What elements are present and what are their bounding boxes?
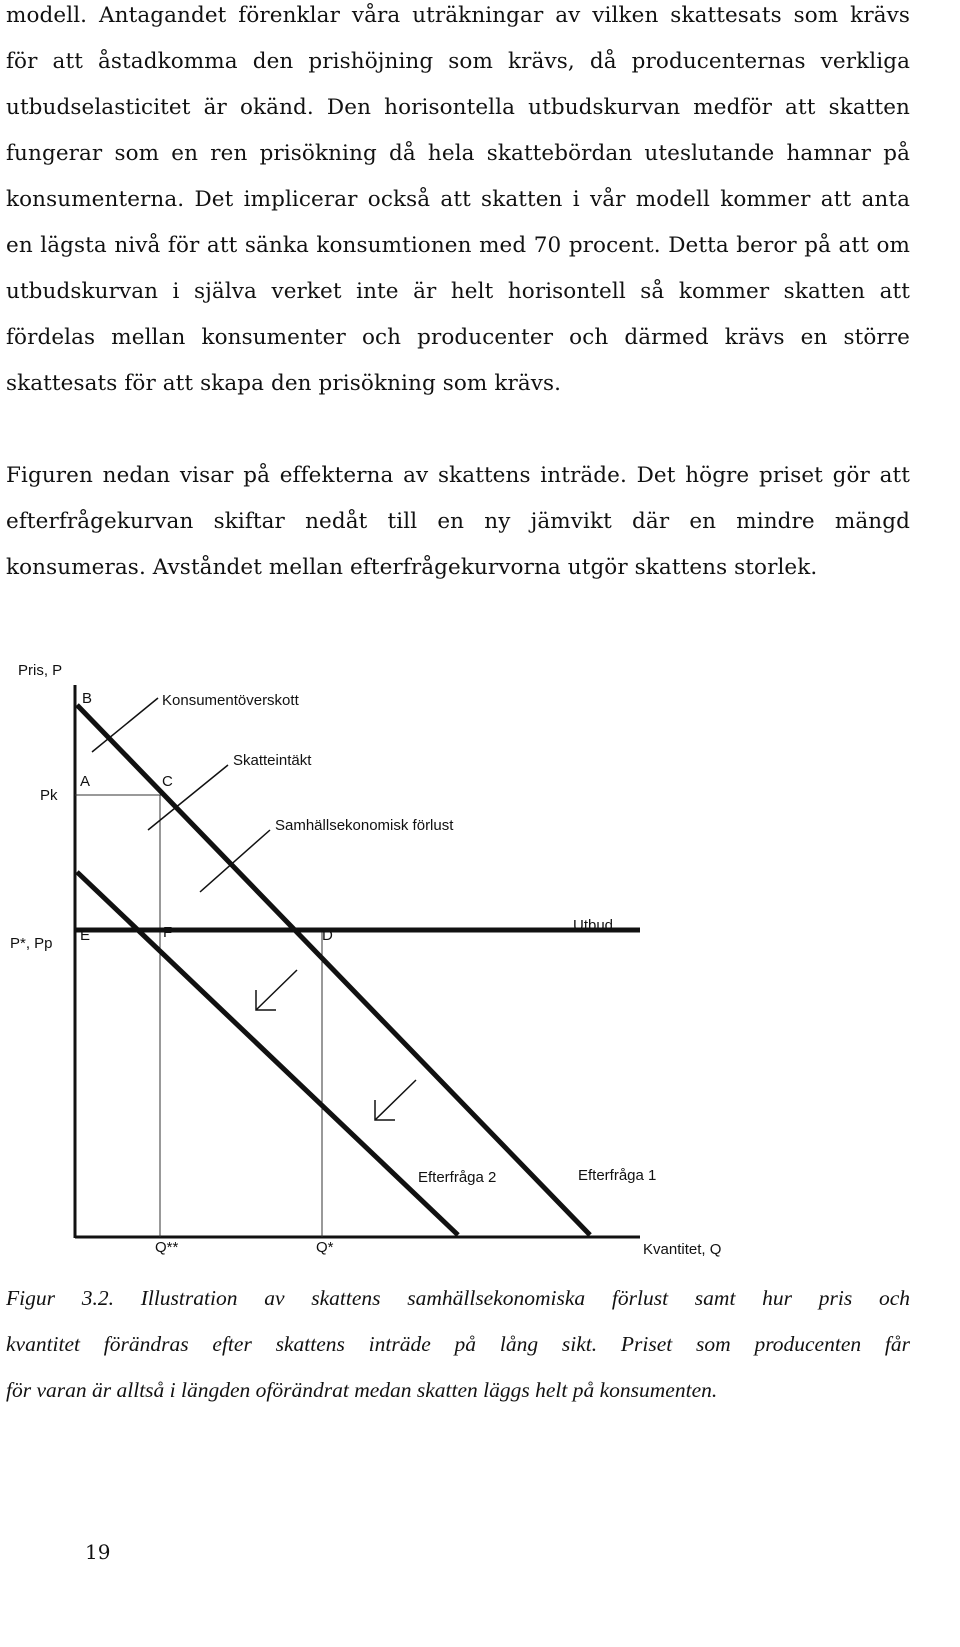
point-f-label: F xyxy=(163,924,173,941)
shift-arrow-icon xyxy=(256,970,297,1010)
q-double-star-label: Q** xyxy=(155,1239,179,1256)
text-line: en lägsta nivå för att sänka konsumtionen med 70 procent. Detta beror på att om xyxy=(6,233,910,258)
text-line: konsumeras. Avståndet mellan efterfrågekurvorna utgör skattens storlek. xyxy=(6,555,818,580)
text-line: modell. Antagandet förenklar våra uträkningar av vilken skattesats som krävs xyxy=(6,3,910,28)
x-axis-label: Kvantitet, Q xyxy=(643,1241,722,1258)
text-line: fungerar som en ren prisökning då hela skattebördan uteslutande hamnar på xyxy=(6,141,910,166)
tax-revenue-label: Skatteintäkt xyxy=(233,752,312,769)
demand1-label: Efterfråga 1 xyxy=(578,1167,657,1184)
supply-label: Utbud xyxy=(573,917,614,934)
demand-curve-2 xyxy=(77,872,458,1235)
text-line: fördelas mellan konsumenter och producenter och därmed krävs en större xyxy=(6,325,910,350)
point-b-label: B xyxy=(82,690,93,707)
point-c-label: C xyxy=(162,773,173,790)
point-e-label: E xyxy=(80,927,91,944)
shift-arrow-icon xyxy=(375,1080,416,1120)
text-line: utbudselasticitet är okänd. Den horisontella utbudskurvan medför att skatten xyxy=(6,95,910,120)
text-line: efterfrågekurvan skiftar nedåt till en ny jämvikt där en mindre mängd xyxy=(6,509,910,534)
pk-label: Pk xyxy=(40,787,58,804)
body-paragraph-1 xyxy=(6,0,910,407)
point-d-label: D xyxy=(322,927,333,944)
caption-line: Figur 3.2. Illustration av skattens samhällsekonomiska förlust samt hur pris och xyxy=(6,1286,910,1310)
consumer-surplus-pointer xyxy=(92,698,158,752)
caption-line: kvantitet förändras efter skattens inträde på lång sikt. Priset som producenten får xyxy=(6,1332,910,1356)
text-line: utbudskurvan i själva verket inte är helt horisontell så kommer skatten att xyxy=(6,279,910,304)
tax-effect-figure xyxy=(0,640,960,1260)
y-axis-label: Pris, P xyxy=(18,662,63,679)
deadweight-loss-label: Samhällsekonomisk förlust xyxy=(275,817,454,834)
consumer-surplus-label: Konsumentöverskott xyxy=(162,692,299,709)
page-number: 19 xyxy=(85,1540,111,1564)
figure-caption xyxy=(6,1275,910,1413)
caption-line: för varan är alltså i längden oförändrat medan skatten läggs helt på konsumenten. xyxy=(6,1378,718,1402)
demand2-label: Efterfråga 2 xyxy=(418,1169,497,1186)
text-line: konsumenterna. Det implicerar också att skatten i vår modell kommer att anta xyxy=(6,187,910,212)
text-line: skattesats för att skapa den prisökning som krävs. xyxy=(6,371,562,396)
pp-label: P*, Pp xyxy=(10,935,53,952)
deadweight-loss-pointer xyxy=(200,830,270,892)
q-star-label: Q* xyxy=(316,1239,334,1256)
text-line: Figuren nedan visar på effekterna av skattens inträde. Det högre priset gör att xyxy=(6,463,910,488)
body-paragraph-2 xyxy=(6,453,910,591)
point-a-label: A xyxy=(80,773,91,790)
demand-curve-1 xyxy=(77,705,590,1235)
text-line: för att åstadkomma den prishöjning som krävs, då producenternas verkliga xyxy=(6,49,910,74)
figure-svg xyxy=(0,640,960,1260)
